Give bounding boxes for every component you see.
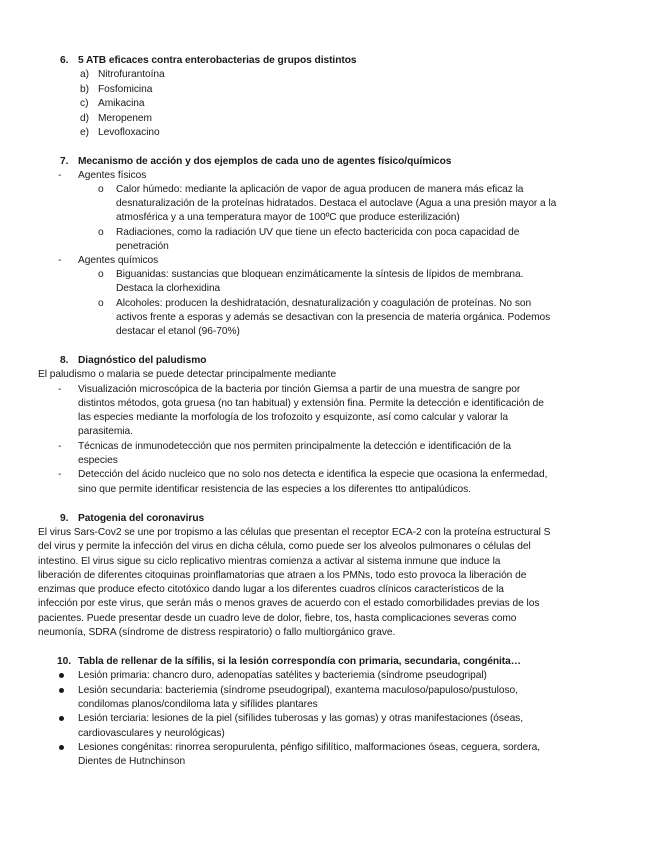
text-line: desnaturalización de la proteínas hidratados. Destaca el autoclave (Agua a una presión mayor a la [116, 198, 557, 209]
paragraph-line: intestino. El virus sigue su ciclo replicativo mientras comienza a activar al sistema inmune que induce la [38, 556, 501, 567]
dash-bullet: - [58, 384, 62, 395]
list-marker: b) [80, 84, 90, 95]
text-line: Técnicas de inmunodetección que nos permiten principalmente la detección e identificación de la [78, 441, 512, 452]
physical-agents-label: Agentes físicos [78, 170, 147, 181]
list-marker: e) [80, 127, 90, 138]
text-line: penetración [116, 241, 169, 252]
text-line: Visualización microscópica de la bacteria por tinción Giemsa a partir de una muestra de sangre por [78, 384, 521, 395]
text-line: especies [78, 455, 118, 466]
text-line: Radiaciones, como la radiación UV que tiene un efecto bactericida con poca capacidad de [116, 227, 520, 238]
text-line: Lesión secundaria: bacteriemia (síndrome pseudogripal), exantema maculoso/papuloso/pustuloso, [78, 685, 518, 696]
paragraph-line: liberación de diferentes citoquinas proinflamatorias que atraen a los PMNs, todo esto provoca la liberación de [38, 570, 527, 581]
section-6-heading: 5 ATB eficaces contra enterobacterias de grupos distintos [78, 55, 357, 66]
paragraph-line: neumonía, SDRA (síndrome de distress respiratorio) o fallo multiorgánico grave. [38, 627, 396, 638]
list-marker: a) [80, 69, 90, 80]
text-line: atmosférica y a una temperatura mayor de 100ºC que produce esterilización) [116, 212, 460, 223]
list-item: Amikacina [98, 98, 145, 109]
text-line: Lesión terciaria: lesiones de la piel (sifílides tuberosas y las gomas) y otras manifestaciones (óseas, [78, 713, 524, 724]
bullet-dot [59, 745, 64, 750]
dash-bullet: - [58, 255, 62, 266]
text-line: sino que permite identificar resistencia de las especies a los diferentes tto antipalúdicos. [78, 484, 471, 495]
paragraph-line: pacientes. Puede presentar desde un cuadro leve de dolor, fiebre, tos, hasta complicaciones severas como [38, 613, 517, 624]
text-line: las especies mediante la morfología de los trofozoito y esquizonte, así como calcular y valorar la [78, 412, 508, 423]
text-line: Detección del ácido nucleico que no solo nos detecta e identifica la especie que ocasiona la enfermedad, [78, 469, 548, 480]
dash-bullet: - [58, 469, 62, 480]
list-item: Meropenem [98, 113, 152, 124]
text-line: Dientes de Hutnchinson [78, 756, 186, 767]
section-8-heading: Diagnóstico del paludismo [78, 355, 207, 366]
list-marker: c) [80, 98, 89, 109]
section-7-number: 7. [60, 156, 69, 167]
paragraph-line: del virus y permite la infección del virus en dicha célula, como puede ser los alveolos pulmonares o células del [38, 541, 531, 552]
bullet-dot [59, 673, 64, 678]
list-item: Levofloxacino [98, 127, 160, 138]
text-line: Biguanidas: sustancias que bloquean enzimáticamente la síntesis de lípidos de membrana. [116, 269, 524, 280]
text-line: Calor húmedo: mediante la aplicación de vapor de agua producen de manera más eficaz la [116, 184, 524, 195]
text-line: activos frente a esporas y además se desactivan con la presencia de materia orgánica. Podemos [116, 312, 551, 323]
section-9-heading: Patogenia del coronavirus [78, 513, 205, 524]
text-line: destacar el etanol (96-70%) [116, 326, 240, 337]
circle-bullet: o [98, 184, 104, 195]
text-line: cardiovasculares y neurológicas) [78, 728, 225, 739]
section-10-heading: Tabla de rellenar de la sífilis, si la lesión correspondía con primaria, secundaria, congénita… [78, 656, 521, 667]
list-item: Fosfomicina [98, 84, 153, 95]
chemical-agents-label: Agentes químicos [78, 255, 159, 266]
text-line: parasitemia. [78, 426, 133, 437]
text-line: Lesión primaria: chancro duro, adenopatías satélites y bacteriemia (síndrome pseudogripal) [78, 670, 487, 681]
list-marker: d) [80, 113, 90, 124]
bullet-dot [59, 688, 64, 693]
text-line: Alcoholes: producen la deshidratación, desnaturalización y coagulación de proteínas. No son [116, 298, 532, 309]
dash-bullet: - [58, 170, 62, 181]
dash-bullet: - [58, 441, 62, 452]
section-7-heading: Mecanismo de acción y dos ejemplos de cada uno de agentes físico/químicos [78, 156, 452, 167]
section-9-number: 9. [60, 513, 69, 524]
section-6-number: 6. [60, 55, 69, 66]
section-10-number: 10. [57, 656, 72, 667]
paragraph-line: infección por este virus, que serán más o menos graves de acuerdo con el estado comorbilidades previas de los [38, 598, 540, 609]
circle-bullet: o [98, 269, 104, 280]
section-8-number: 8. [60, 355, 69, 366]
circle-bullet: o [98, 298, 104, 309]
list-item: Nitrofurantoína [98, 69, 165, 80]
text-line: distintos métodos, gota gruesa (no tan habitual) y extensión fina. Permite la detección e identificación de [78, 398, 544, 409]
text-line: Lesiones congénitas: rinorrea seropurulenta, pénfigo sifilítico, malformaciones óseas, ceguera, sordera, [78, 742, 540, 753]
circle-bullet: o [98, 227, 104, 238]
text-line: Destaca la clorhexidina [116, 283, 221, 294]
paragraph-line: El virus Sars-Cov2 se une por tropismo a las células que presentan el receptor ECA-2 con la proteína estructural S [38, 527, 551, 538]
section-8-intro: El paludismo o malaria se puede detectar principalmente mediante [38, 369, 337, 380]
bullet-dot [59, 716, 64, 721]
text-line: condilomas planos/condiloma lata y sifílides plantares [78, 699, 318, 710]
paragraph-line: enzimas que produce efecto citotóxico dando lugar a los diferentes cuadros clínicos característicos de la [38, 584, 504, 595]
